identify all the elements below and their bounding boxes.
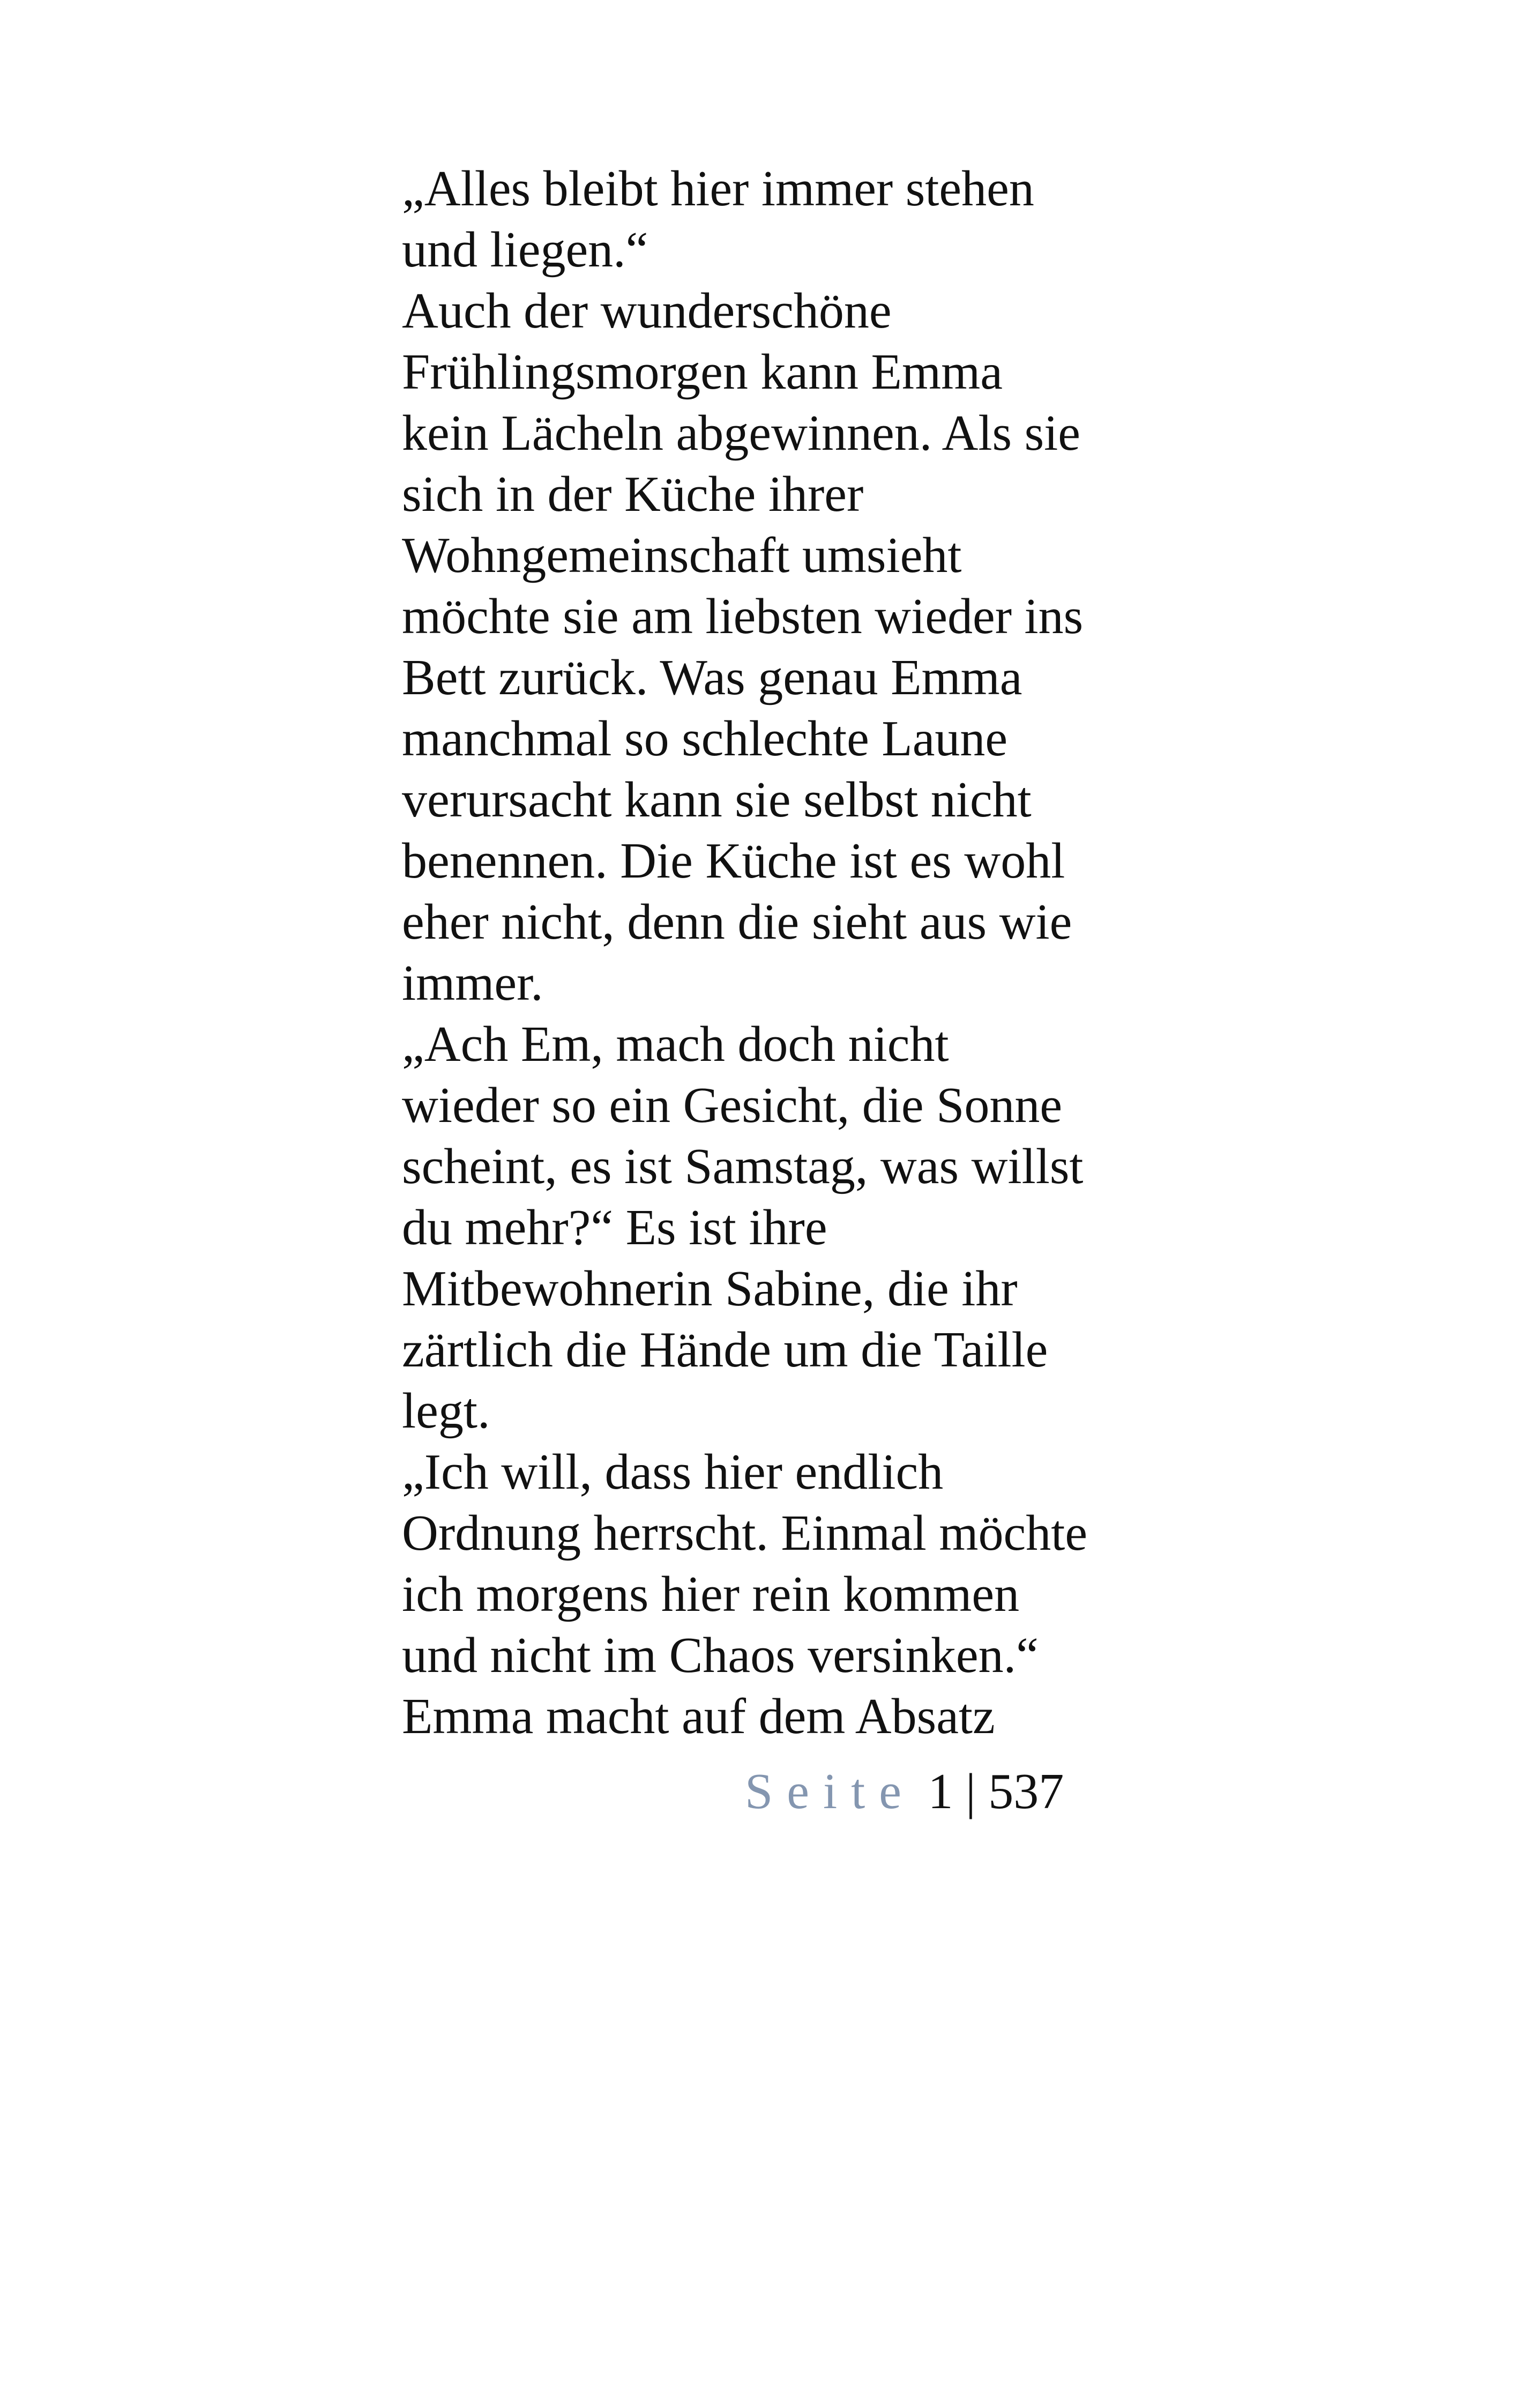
text-line: und liegen.“	[402, 222, 648, 278]
text-line: Frühlingsmorgen kann Emma	[402, 344, 1003, 400]
body-text	[402, 158, 1184, 1747]
page-footer	[745, 1761, 1064, 1822]
text-line: legt.	[402, 1383, 490, 1439]
text-line: und nicht im Chaos versinken.“	[402, 1627, 1039, 1683]
text-line: Wohngemeinschaft umsieht	[402, 527, 962, 583]
text-line: „Ich will, dass hier endlich	[402, 1444, 944, 1500]
text-line: Mitbewohnerin Sabine, die ihr	[402, 1261, 1018, 1317]
text-line: Ordnung herrscht. Einmal möchte	[402, 1505, 1088, 1561]
text-line: „Alles bleibt hier immer stehen	[402, 161, 1034, 217]
text-line: scheint, es ist Samstag, was willst	[402, 1139, 1084, 1194]
page-label: Seite	[745, 1764, 915, 1819]
page-number: 1 | 537	[928, 1764, 1064, 1819]
text-line: zärtlich die Hände um die Taille	[402, 1322, 1048, 1378]
text-line: manchmal so schlechte Laune	[402, 711, 1008, 767]
text-line: du mehr?“ Es ist ihre	[402, 1200, 827, 1255]
text-line: kein Lächeln abgewinnen. Als sie	[402, 405, 1081, 461]
text-line: immer.	[402, 955, 543, 1011]
text-line: benennen. Die Küche ist es wohl	[402, 833, 1065, 889]
text-line: „Ach Em, mach doch nicht	[402, 1016, 949, 1072]
text-line: Bett zurück. Was genau Emma	[402, 650, 1022, 705]
text-line: eher nicht, denn die sieht aus wie	[402, 894, 1072, 950]
text-line: möchte sie am liebsten wieder ins	[402, 589, 1084, 644]
text-line: sich in der Küche ihrer	[402, 466, 864, 522]
text-line: Emma macht auf dem Absatz	[402, 1689, 995, 1744]
text-line: wieder so ein Gesicht, die Sonne	[402, 1077, 1063, 1133]
text-line: Auch der wunderschöne	[402, 283, 892, 339]
text-line: ich morgens hier rein kommen	[402, 1566, 1020, 1622]
text-line: verursacht kann sie selbst nicht	[402, 772, 1032, 828]
